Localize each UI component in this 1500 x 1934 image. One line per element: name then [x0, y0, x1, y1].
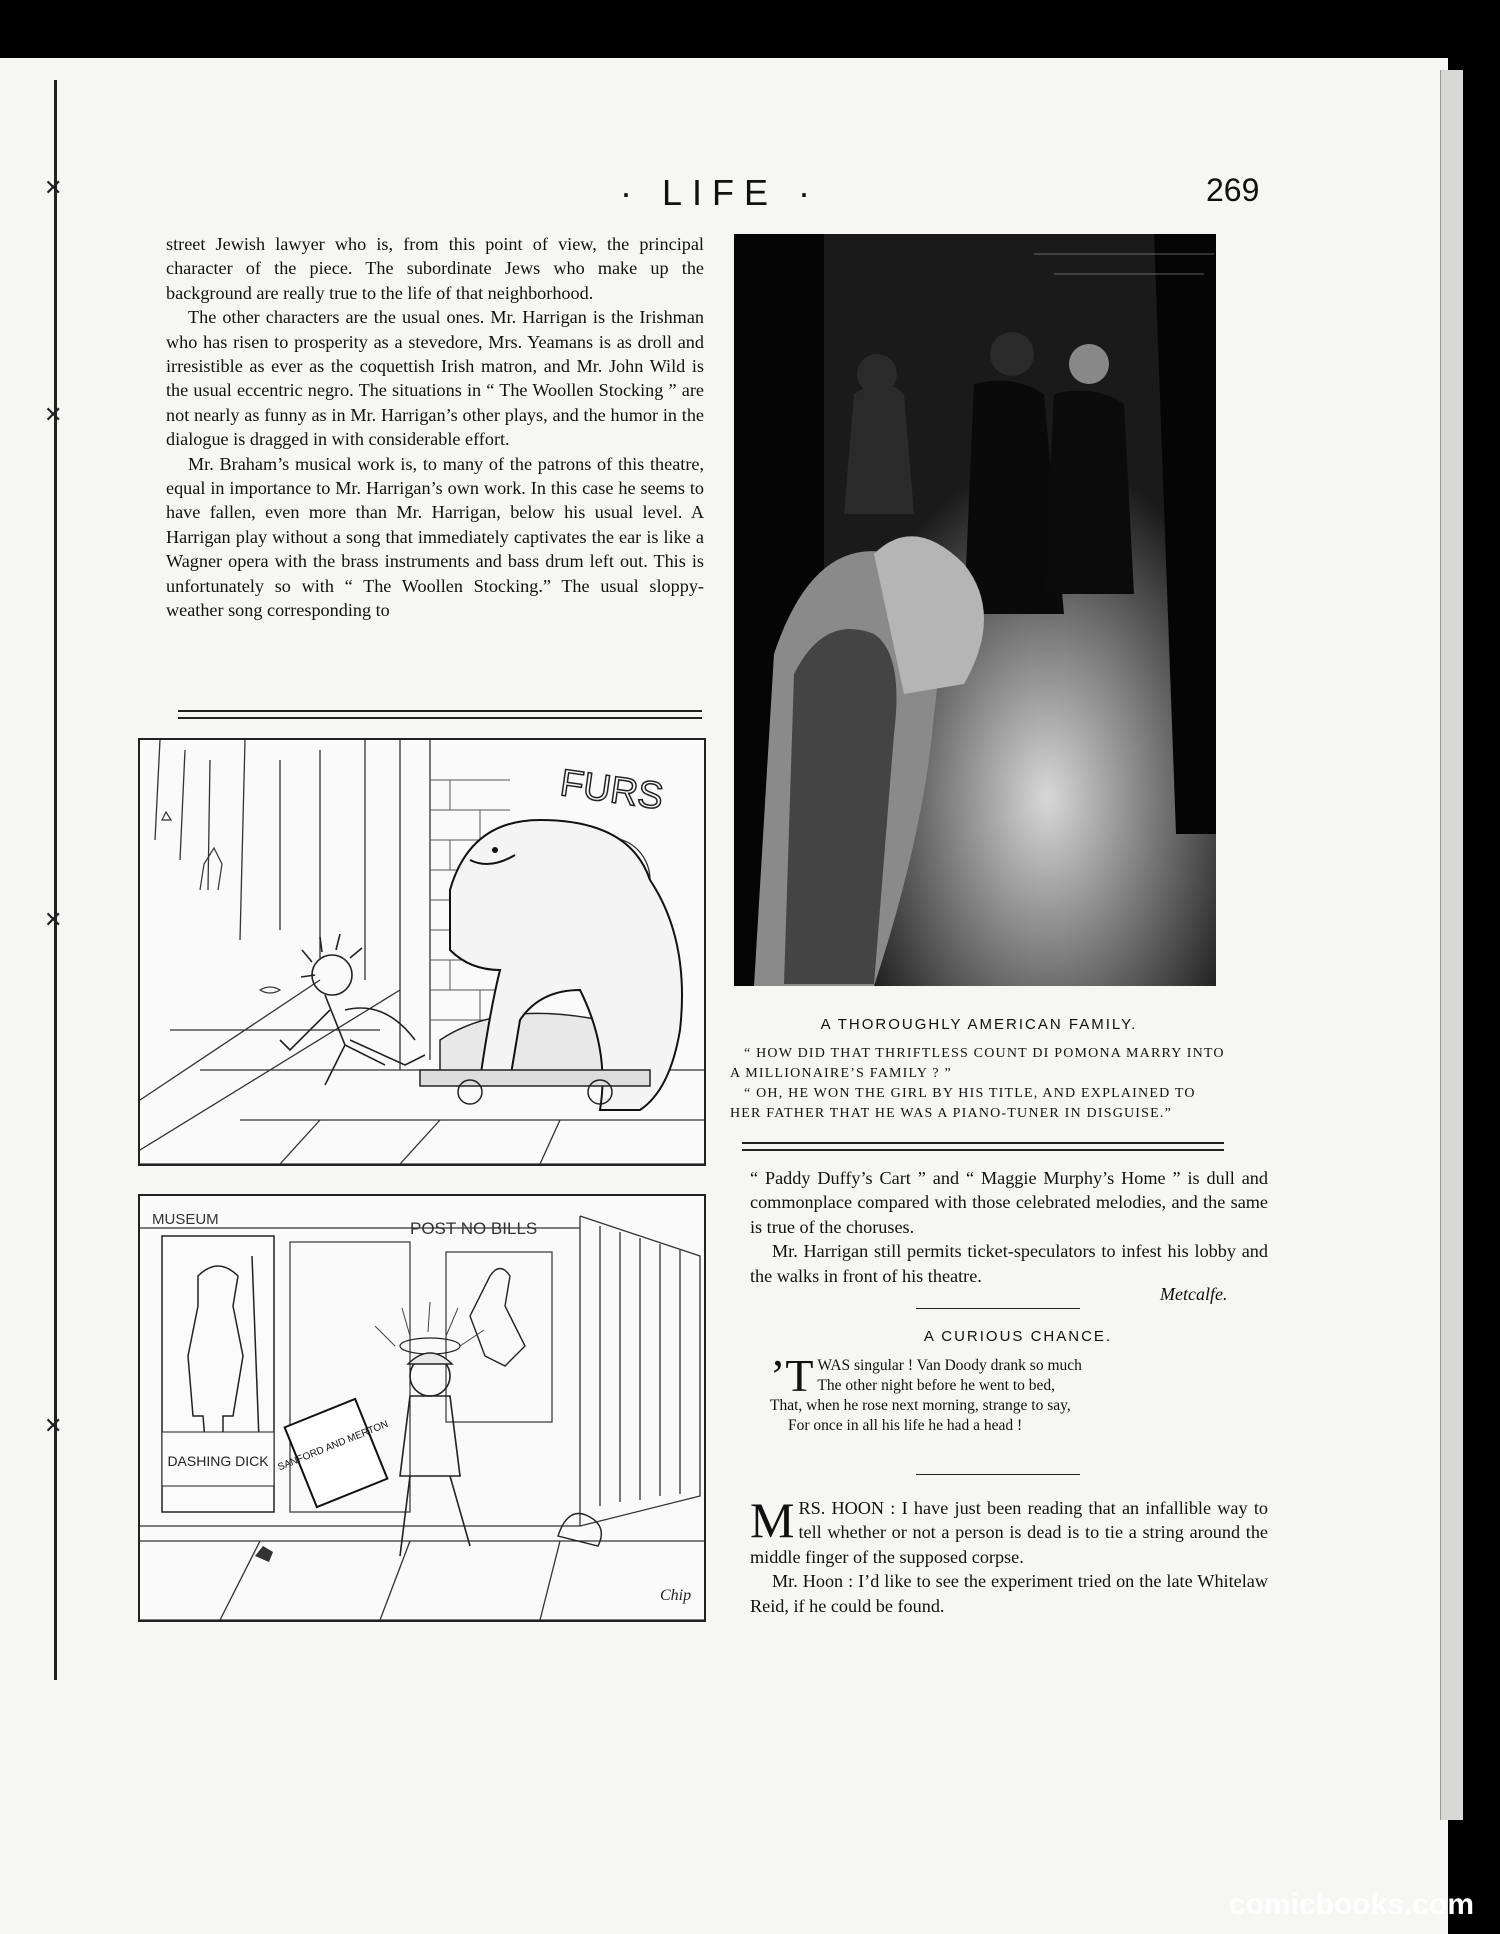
cartoon-furs-bear	[138, 738, 706, 1166]
paragraph: The other characters are the usual ones. Mr. Harrigan is the Irishman who has risen to prosperity as a stevedore, Mrs. Yeamans is as droll and irresistible as ever as the coquettish Irish matron, and Mr. John Wild is the usual eccentric negro. The situations in “ The Woollen Stocking ” are not nearly as funny as in Mr. Harrigan’s other plays, and the humor in the dialogue is dragged in with considerable effort.	[166, 307, 704, 450]
poem-line: That, when he rose next morning, strange to say,	[770, 1397, 1071, 1414]
post-no-bills-sign: POST NO BILLS	[410, 1219, 538, 1238]
left-column-text	[166, 232, 704, 623]
binding-stitch-line	[54, 80, 57, 1680]
stitch-mark: ✕	[44, 1413, 63, 1438]
museum-sign: MUSEUM	[152, 1211, 219, 1228]
page-edge	[1440, 70, 1463, 1820]
poem-body	[770, 1350, 1230, 1436]
page-number: 269	[1206, 172, 1260, 208]
ballroom-scene	[734, 234, 1216, 986]
author-signature: Metcalfe.	[1160, 1284, 1228, 1304]
caption-line: “ OH, HE WON THE GIRL BY HIS TITLE, AND EXPLAINED TO HER FATHER THAT HE WAS A PIANO-TUNER IN DISGUISE.”	[730, 1086, 1196, 1121]
illustration-thoroughly-american-family	[734, 234, 1216, 986]
furs-sign: FURS	[557, 762, 666, 819]
paragraph: Mr. Braham’s musical work is, to many of the patrons of this theatre, equal in importance to Mr. Harrigan’s own work. In this case he seems to have fallen, even more than Mr. Harrigan, below his usual level. A Harrigan play without a song that immediately captivates the ear is like a Wagner opera with the brass instruments and bass drum left out. This is unfortunately so with “ The Woollen Stocking.” The usual sloppy-weather song corresponding to	[166, 453, 704, 621]
stitch-mark: ✕	[44, 402, 63, 427]
paragraph: “ Paddy Duffy’s Cart ” and “ Maggie Murphy’s Home ” is dull and commonplace compared with those celebrated melodies, and the same is true of the choruses.	[750, 1168, 1268, 1237]
stitch-mark: ✕	[44, 175, 63, 200]
poem-line: WAS singular ! Van Doody drank so much	[817, 1357, 1082, 1374]
book-label: SANFORD AND MERTON	[276, 1418, 390, 1474]
artist-signature: Chip	[660, 1587, 692, 1604]
caption-line: “ HOW DID THAT THRIFTLESS COUNT DI POMONA MARRY INTO A MILLIONAIRE’S FAMILY ? ”	[730, 1046, 1225, 1081]
section-divider	[178, 710, 702, 719]
section-divider	[916, 1474, 1080, 1475]
cartoon-post-no-bills	[138, 1194, 706, 1622]
illustration-caption	[730, 1044, 1230, 1124]
paragraph: Mr. Harrigan still permits ticket-speculators to infest his lobby and the walks in front of his theatre.	[750, 1241, 1268, 1286]
poem-line: The other night before he went to bed,	[817, 1377, 1056, 1394]
furs-bear-drawing	[140, 740, 704, 1164]
right-column-text	[750, 1166, 1268, 1288]
poem-title: A CURIOUS CHANCE.	[923, 1328, 1113, 1345]
poem-line: For once in all his life he had a head !	[788, 1417, 1023, 1434]
hoon-text: RS. HOON : I have just been reading that an infallible way to tell whether or not a person is dead is to tie a string around the middle finger of the supposed corpse.	[750, 1498, 1268, 1567]
poem-dropcap: ’T	[770, 1350, 814, 1401]
post-no-bills-drawing	[140, 1196, 704, 1620]
dropcap: M	[750, 1492, 795, 1548]
paragraph: street Jewish lawyer who is, from this point of view, the principal character of the piece. The subordinate Jews who make up the background are really true to the life of that neighborhood.	[166, 234, 704, 303]
masthead-title: · LIFE ·	[620, 172, 821, 213]
paragraph	[750, 1492, 1268, 1569]
hoon-dialogue	[750, 1492, 1268, 1618]
section-divider	[742, 1142, 1224, 1151]
site-watermark: comicbooks.com	[1228, 1888, 1474, 1921]
paragraph: Mr. Hoon : I’d like to see the experiment tried on the late Whitelaw Reid, if he could be found.	[750, 1571, 1268, 1616]
section-divider	[916, 1308, 1080, 1309]
stitch-mark: ✕	[44, 907, 63, 932]
poster-label: DASHING DICK	[167, 1453, 269, 1469]
illustration-title: A THOROUGHLY AMERICAN FAMILY.	[820, 1016, 1138, 1033]
